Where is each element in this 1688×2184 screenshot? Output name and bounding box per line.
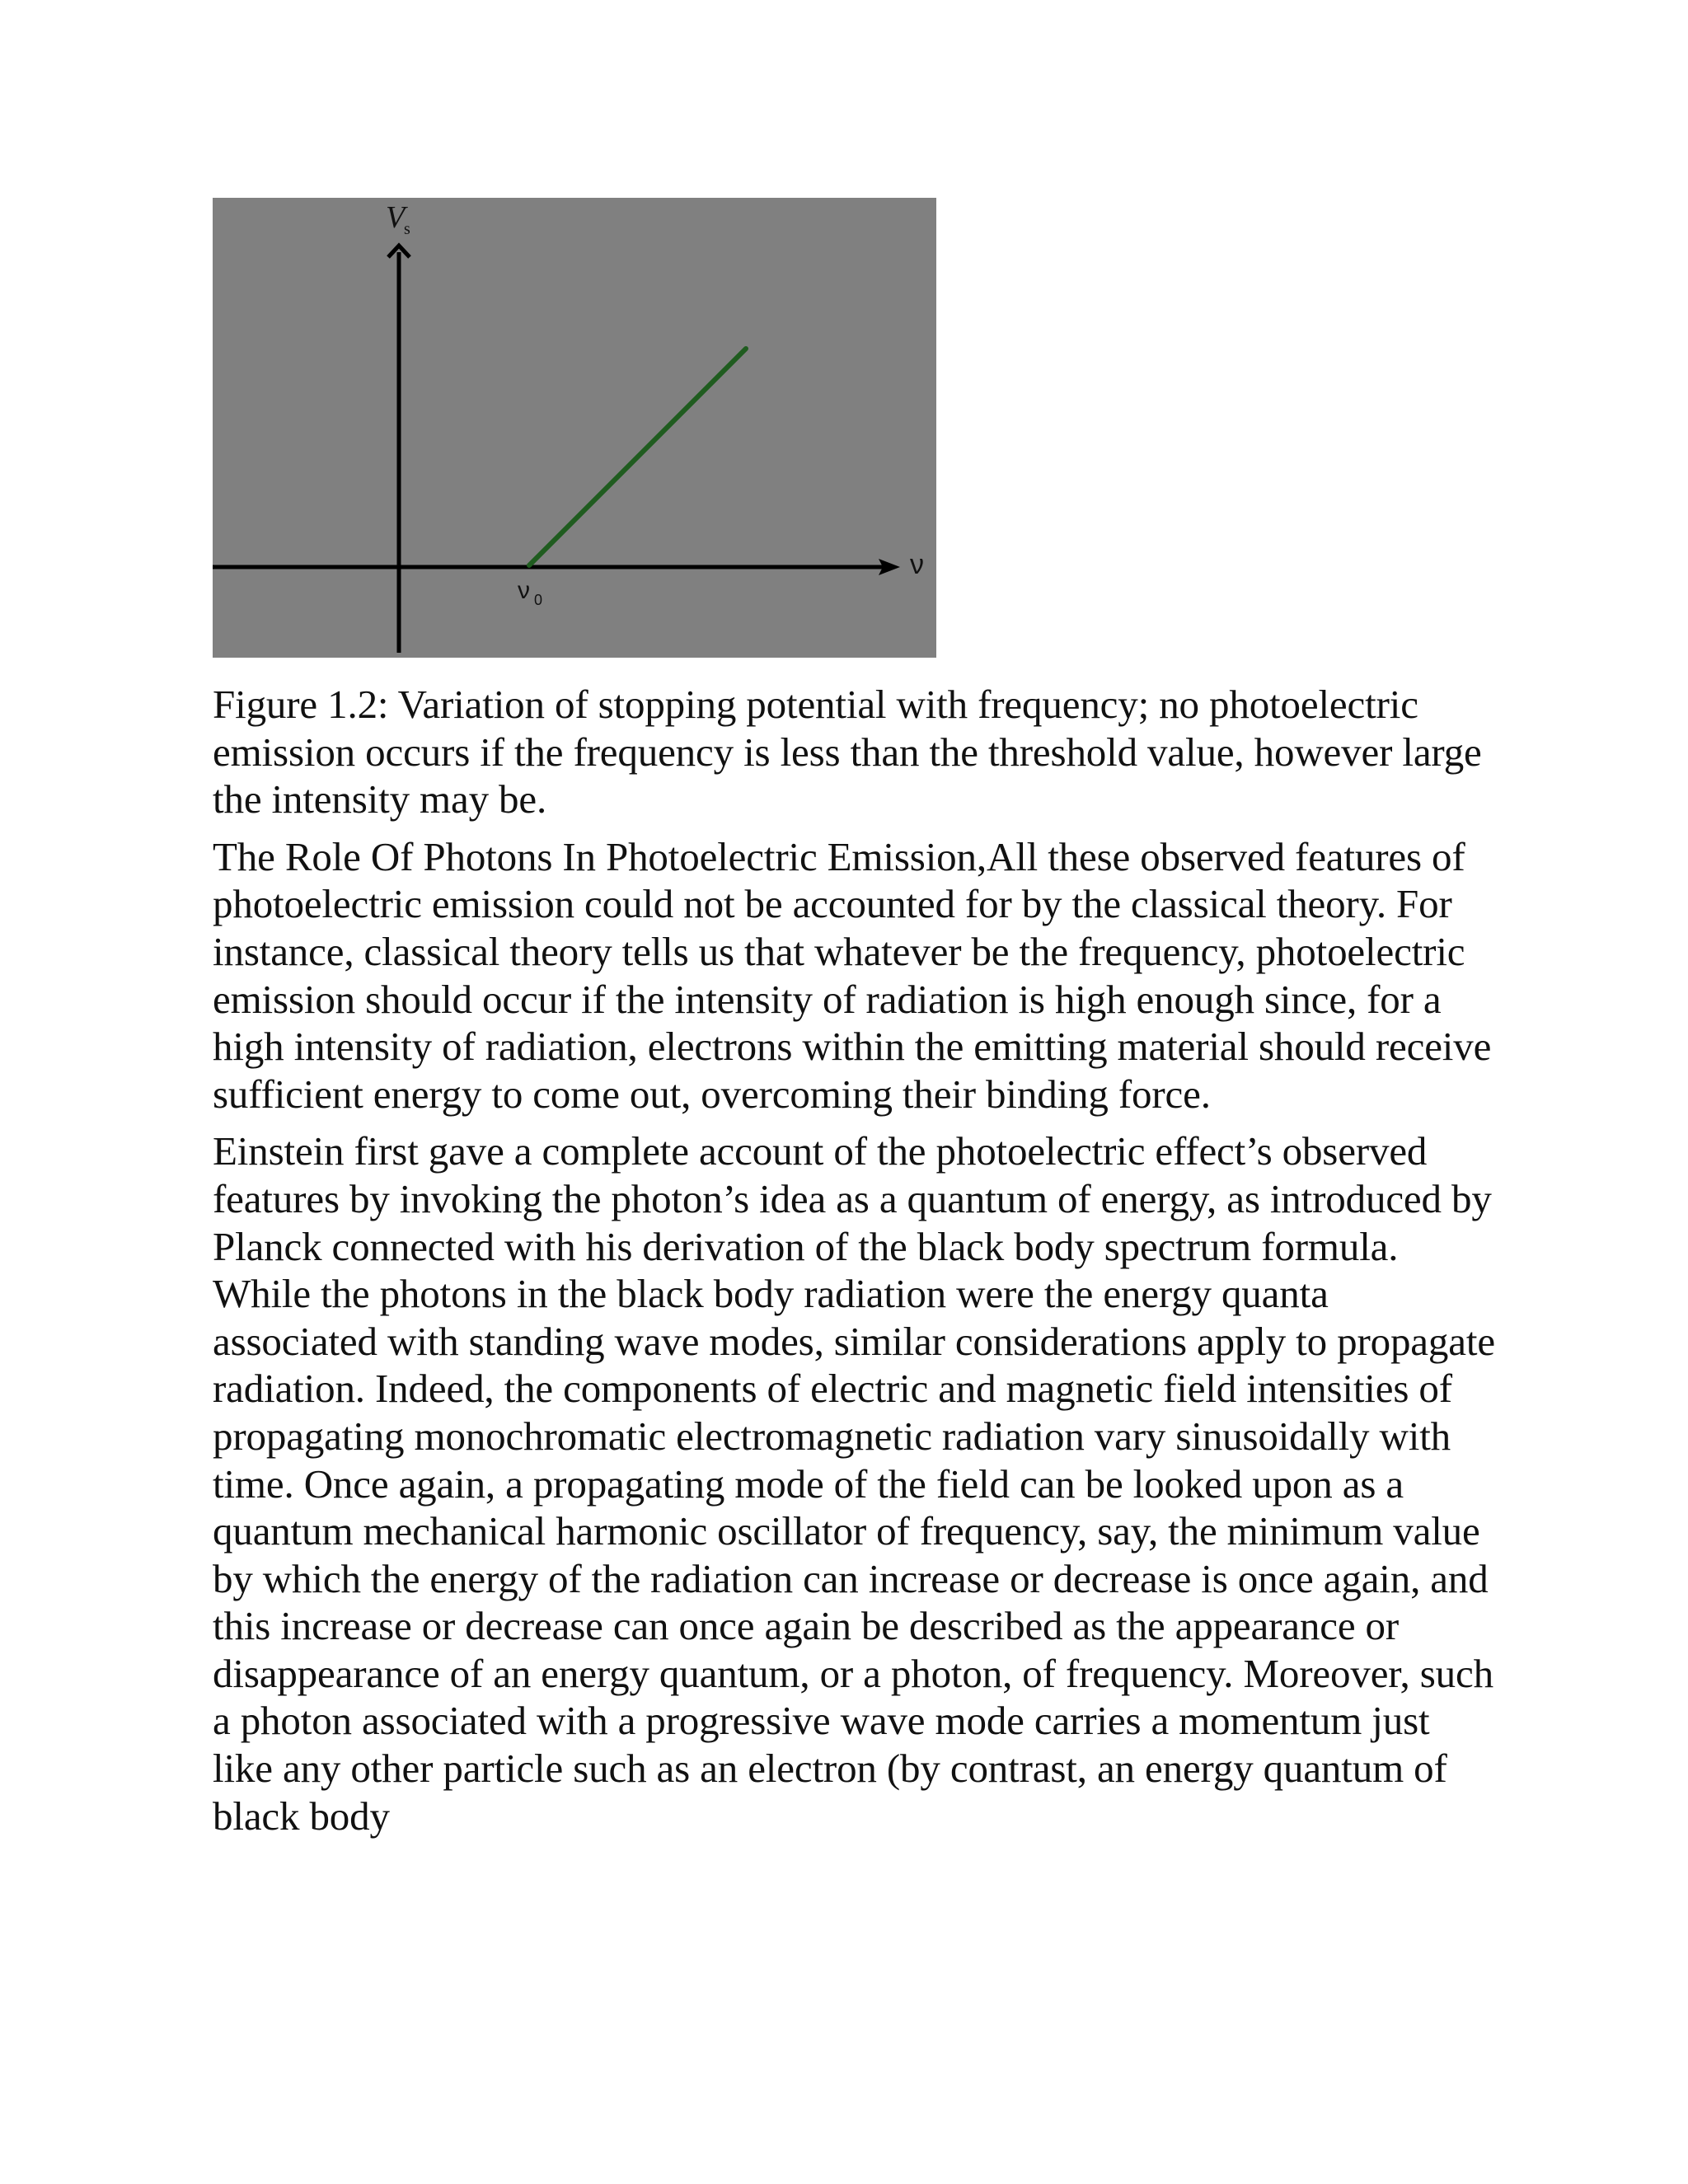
document-text: [213, 681, 1498, 1840]
threshold-label-subscript: 0: [534, 592, 543, 608]
y-axis-label-subscript: s: [404, 220, 410, 238]
paragraph-einstein: Einstein first gave a complete account of the photoelectric effect’s observed features by invoking the photon’s idea as a quantum of energy, as introduced by Planck connected with his derivation of the black body spectrum formula. While the photons in the black body radiation were the energy quanta associated with standing wave modes, similar considerations apply to propagate radiation. Indeed, the components of electric and magnetic field intensities of propagating monochromatic electromagnetic radiation vary sinusoidally with time. Once again, a propagating mode of the field can be looked upon as a quantum mechanical harmonic oscillator of frequency, say, the minimum value by which the energy of the radiation can increase or decrease is once again, and this increase or decrease can once again be described as the appearance or disappearance of an energy quantum, or a photon, of frequency. Moreover, such a photon associated with a progressive wave mode carries a momentum just like any other particle such as an electron (by contrast, an energy quantum of black body: [213, 1128, 1495, 1839]
paragraph-photon-role: The Role Of Photons In Photoelectric Emission,All these observed features of photoelectric emission could not be accounted for by the classical theory. For instance, classical theory tells us that whatever be the frequency, photoelectric emission should occur if the intensity of radiation is high enough since, for a high intensity of radiation, electrons within the emitting material should receive sufficient energy to come out, overcoming their binding force.: [213, 833, 1492, 1117]
stopping-potential-graph: [213, 198, 936, 658]
y-axis-label: V: [386, 200, 406, 235]
threshold-label: ν: [518, 577, 530, 604]
stopping-potential-figure: [213, 198, 936, 658]
figure-caption: Figure 1.2: Variation of stopping potential with frequency; no photoelectric emission occurs if the frequency is less than the threshold value, however large the intensity may be.: [213, 682, 1482, 823]
graph-background: [213, 198, 936, 658]
x-axis-label: ν: [910, 549, 924, 580]
